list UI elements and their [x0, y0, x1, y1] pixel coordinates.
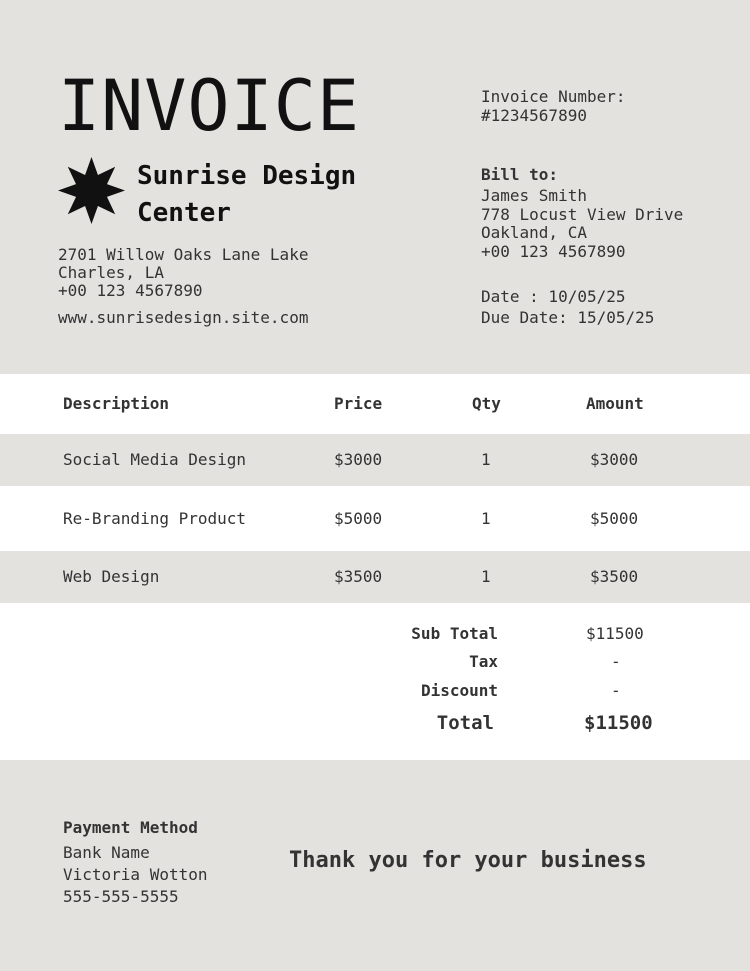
company-phone: +00 123 4567890 [58, 281, 203, 300]
company-name-line1: Sunrise Design [137, 161, 357, 191]
bank-name: Bank Name [63, 843, 150, 862]
column-header-description: Description [63, 394, 169, 413]
client-name: James Smith [481, 186, 587, 205]
cell-amount: $5000 [590, 509, 639, 528]
address-line2: Charles, LA [58, 263, 164, 282]
subtotal-value: $11500 [586, 624, 644, 643]
star-logo-icon [58, 157, 125, 224]
invoice-number-label: Invoice Number: [481, 87, 626, 106]
discount-value: - [611, 681, 621, 700]
company-address [58, 246, 358, 300]
address-line1: 2701 Willow Oaks Lane Lake [58, 245, 309, 264]
cell-price: $3500 [334, 567, 383, 586]
total-label: Total [436, 712, 494, 734]
column-header-price: Price [334, 394, 383, 413]
company-name-line2: Center [137, 198, 231, 228]
cell-description: Social Media Design [63, 450, 247, 469]
invoice-title: INVOICE [58, 65, 361, 147]
tax-value: - [611, 652, 621, 671]
cell-price: $3000 [334, 450, 383, 469]
cell-amount: $3000 [590, 450, 639, 469]
client-street: 778 Locust View Drive [481, 204, 684, 224]
account-number: 555-555-5555 [63, 887, 179, 906]
cell-price: $5000 [334, 509, 383, 528]
cell-description: Web Design [63, 567, 160, 586]
bill-to-label: Bill to: [481, 165, 559, 184]
cell-amount: $3500 [590, 567, 639, 586]
bill-to-details [481, 187, 683, 261]
cell-qty: 1 [481, 450, 491, 469]
company-name [137, 158, 397, 232]
company-website: www.sunrisedesign.site.com [58, 308, 309, 327]
column-header-amount: Amount [586, 394, 644, 413]
cell-description: Re-Branding Product [63, 509, 247, 528]
client-city: Oakland, CA [481, 223, 587, 242]
payment-details [63, 842, 208, 908]
cell-qty: 1 [481, 567, 491, 586]
due-date: Due Date: 15/05/25 [481, 308, 655, 327]
cell-qty: 1 [481, 509, 491, 528]
discount-label: Discount [420, 681, 498, 700]
client-phone: +00 123 4567890 [481, 241, 626, 261]
invoice-number: #1234567890 [481, 106, 587, 125]
total-value: $11500 [584, 712, 653, 734]
payment-method-title: Payment Method [63, 818, 198, 837]
subtotal-label: Sub Total [411, 624, 498, 643]
thank-you-message: Thank you for your business [289, 848, 647, 873]
account-name: Victoria Wotton [63, 865, 208, 884]
tax-label: Tax [469, 652, 498, 671]
invoice-date: Date : 10/05/25 [481, 287, 626, 306]
column-header-qty: Qty [472, 394, 501, 413]
